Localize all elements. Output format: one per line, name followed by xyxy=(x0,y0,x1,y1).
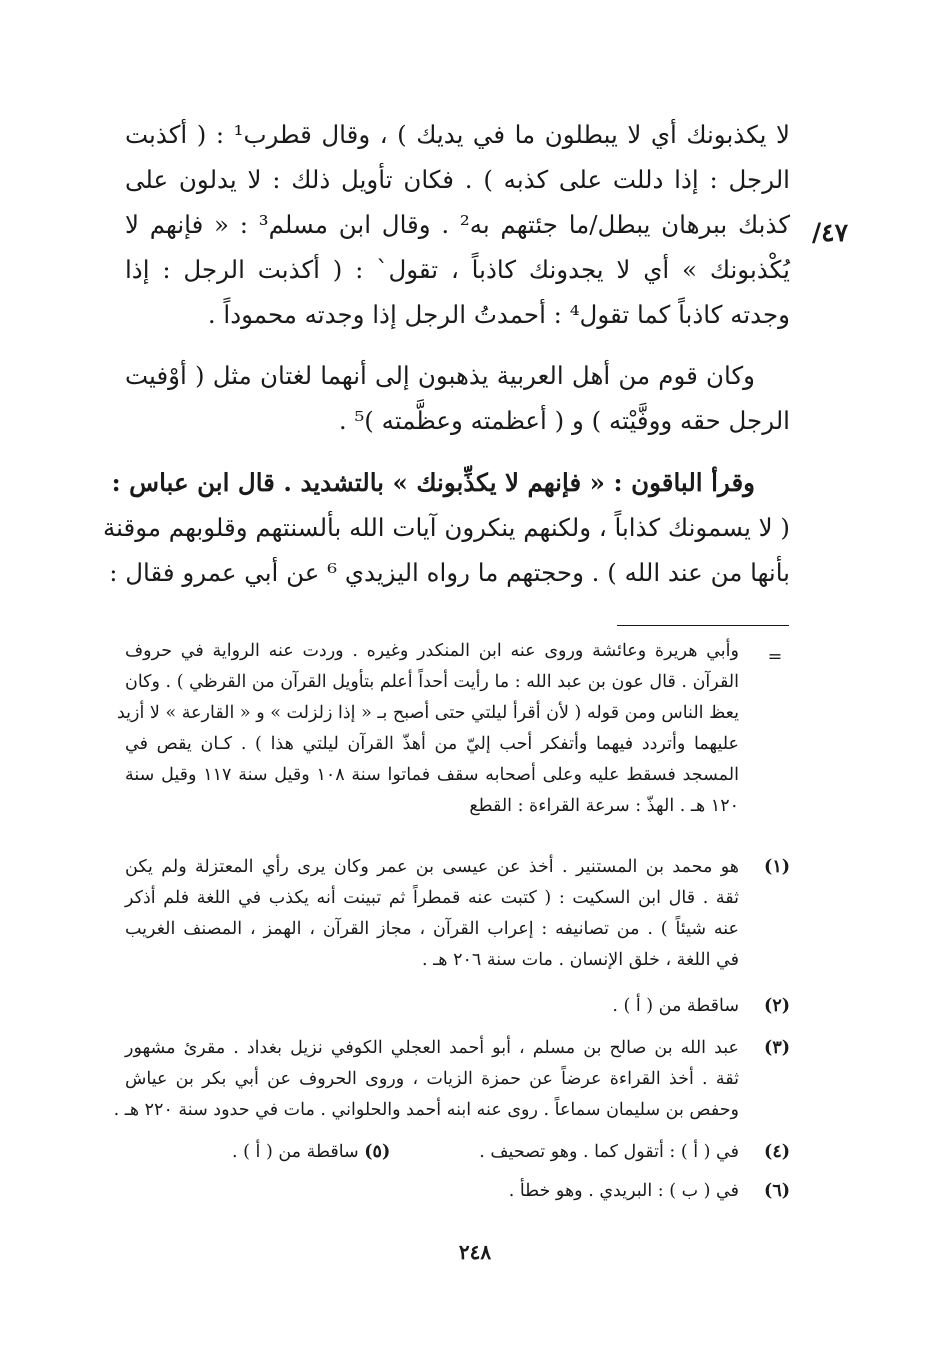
footnote-1-line: عنه شيئاً ) . من تصانيفه : إعراب القرآن ، مجاز القرآن ، الهمز ، المصنف الغريب xyxy=(125,919,739,939)
margin-folio-marker: ٤٧/ xyxy=(812,218,848,247)
main-text-line: لا يكذبونك أي لا يبطلون ما في يديك ) ، وقال قطرب¹ : ( أكذبت xyxy=(125,120,790,149)
main-text-line: وكان قوم من أهل العربية يذهبون إلى أنهما لغتان مثل ( أوْفيت xyxy=(125,361,755,390)
footnote-line: المسجد فسقط عليه وعلى أصحابه سقف فماتوا سنة ١٠٨ وقيل سنة ١١٧ وقيل سنة xyxy=(125,765,739,785)
footnote-continuation-mark: = xyxy=(767,647,783,667)
footnote-3-line: ثقة . أخذ القراءة عرضاً عن حمزة الزيات ، وروى الحروف عن أبي بكر بن عياش xyxy=(125,1069,739,1089)
footnote-line: عليهما وأتردد فيهما وأتفكر أحب إليّ من أهذّ القرآن ليلتي هذا ) . كـان يقص في xyxy=(125,734,739,754)
footnote-5-text: ساقطة من ( أ ) . xyxy=(232,1142,359,1162)
footnote-6-text: في ( ب ) : البريدي . وهو خطأ . xyxy=(508,1181,739,1201)
footnote-2-mark: (٢) xyxy=(764,996,790,1016)
main-text-line: وجدته كاذباً كما تقول⁴ : أحمدتُ الرجل إذا وجدته محموداً . xyxy=(207,300,790,329)
footnote-1-line: ثقة . قال ابن السكيت : ( كتبت عنه قمطراً ثم تبينت أنه يكذب في اللغة فلم أذكر xyxy=(125,888,739,908)
footnote-1-line: في اللغة ، خلق الإنسان . مات سنة ٢٠٦ هـ . xyxy=(422,950,739,970)
footnote-4-text: في ( أ ) : أتقول كما . وهو تصحيف . xyxy=(479,1142,739,1162)
footnote-6-mark: (٦) xyxy=(764,1181,790,1201)
footnote-line: وأبي هريرة وعائشة وروى عنه ابن المنكدر وغيره . وردت عنه الرواية في حروف xyxy=(125,641,739,661)
footnote-3-line: عبد الله بن صالح بن مسلم ، أبو أحمد العجلي الكوفي نزيل بغداد . مقرئ مشهور xyxy=(125,1038,739,1058)
main-text-line: الرجل : إذا دللت على كذبه ) . فكان تأويل ذلك : لا يدلون على xyxy=(125,165,790,194)
footnote-3-mark: (٣) xyxy=(764,1038,790,1058)
footnote-2-text: ساقطة من ( أ ) . xyxy=(612,996,739,1016)
footnote-3-line: وحفص بن سليمان سماعاً . روى عنه ابنه أحمد والحلواني . مات في حدود سنة ٢٢٠ هـ . xyxy=(113,1100,739,1120)
footnote-line: ١٢٠ هـ . الهذّ : سرعة القراءة : القطع xyxy=(469,796,739,816)
footnote-5 xyxy=(232,1137,390,1167)
main-text-line: وقرأ الباقون : « فإنهم لا يكذِّبونك » بالتشديد . قال ابن عباس : xyxy=(111,468,755,497)
page-number: ٢٤٨ xyxy=(458,1240,492,1264)
footnote-1-mark: (١) xyxy=(764,857,790,877)
footnote-5-mark: (٥) xyxy=(364,1142,391,1162)
footnote-4-mark: (٤) xyxy=(764,1142,790,1162)
main-text-line: بأنها من عند الله ) . وحجتهم ما رواه اليزيدي ⁶ عن أبي عمرو فقال : xyxy=(109,558,790,587)
main-text-line: الرجل حقه ووفَّيْته ) و ( أعظمته وعظَّمته )⁵ . xyxy=(338,406,790,435)
footnote-line: القرآن . قال عون بن عبد الله : ما رأيت أحداً أعلم بتأويل القرآن من القرظي ) . وكان xyxy=(125,672,739,692)
footnote-line: يعظ الناس ومن قوله ( لأن أقرأ ليلتي حتى أصبح بـ « إذا زلزلت » و « القارعة » لا أزيد xyxy=(116,703,739,723)
main-text-line: يُكْذبونك » أي لا يجدونك كاذباً ، تقول` : ( أكذبت الرجل : إذا xyxy=(125,255,790,284)
main-text-line: كذبك ببرهان يبطل/ما جئتهم به² . وقال ابن مسلم³ : « فإنهم لا xyxy=(125,210,790,239)
main-text-line: ( لا يسمونك كذاباً ، ولكنهم ينكرون آيات الله بألسنتهم وقلوبهم موقنة xyxy=(103,513,790,542)
footnote-1-line: هو محمد بن المستنير . أخذ عن عيسى بن عمر وكان يرى رأي المعتزلة ولم يكن xyxy=(125,857,739,877)
footnote-separator xyxy=(617,625,789,626)
